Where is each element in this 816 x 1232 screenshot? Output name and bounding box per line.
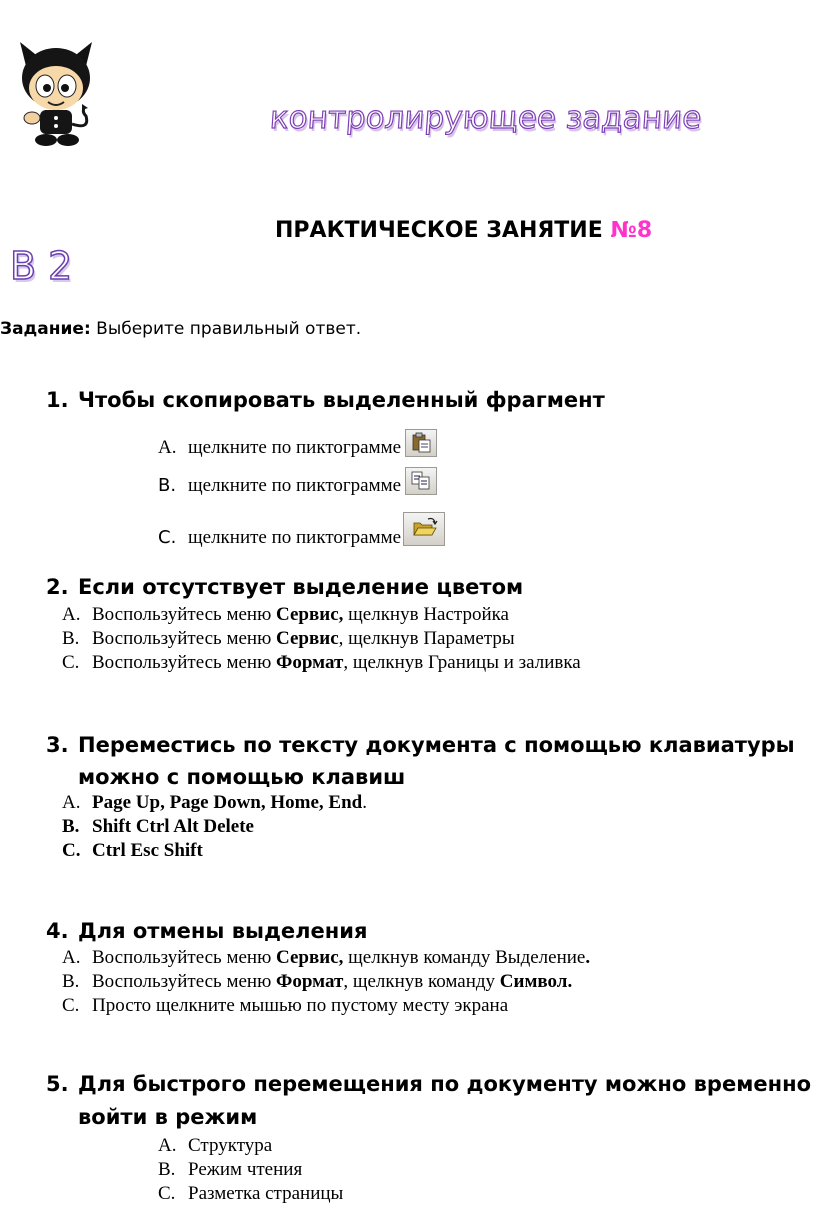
option-text: Разметка страницы bbox=[188, 1183, 344, 1204]
wordart-heading: контролирующее задание bbox=[268, 100, 703, 136]
question-3-option-b bbox=[62, 815, 254, 839]
option-text: щелкнув команду Выделение bbox=[343, 947, 586, 968]
question-text: Для отмены выделения bbox=[78, 919, 368, 943]
option-letter: B. bbox=[158, 1159, 176, 1180]
question-5-option-a bbox=[158, 1134, 272, 1158]
option-text: щелкнув Настройка bbox=[343, 604, 509, 625]
option-bold: Формат bbox=[276, 971, 344, 992]
page-title-number: №8 bbox=[610, 218, 653, 243]
option-letter: C. bbox=[62, 840, 81, 861]
question-2-heading bbox=[46, 572, 523, 602]
option-bold: Символ. bbox=[499, 971, 573, 992]
question-4-option-b bbox=[62, 970, 572, 994]
option-text: Воспользуйтесь меню bbox=[92, 947, 277, 968]
question-1-option-c bbox=[158, 512, 445, 550]
option-letter: B. bbox=[62, 971, 80, 992]
option-text: Структура bbox=[188, 1135, 273, 1156]
question-3-option-c bbox=[62, 839, 203, 863]
option-letter: A. bbox=[62, 792, 81, 813]
question-number: 3. bbox=[46, 733, 69, 757]
question-number: 4. bbox=[46, 919, 69, 943]
question-5-option-c bbox=[158, 1182, 343, 1206]
option-letter: B. bbox=[62, 628, 80, 649]
question-3-heading bbox=[46, 730, 795, 760]
option-text: Воспользуйтесь меню bbox=[92, 628, 277, 649]
option-letter: C. bbox=[62, 995, 80, 1016]
option-letter: A. bbox=[158, 1135, 177, 1156]
option-letter: C. bbox=[158, 1183, 176, 1204]
question-text: Если отсутствует выделение цветом bbox=[78, 575, 524, 599]
question-5-option-b bbox=[158, 1158, 302, 1182]
option-bold: Shift Ctrl Alt Delete bbox=[92, 816, 254, 837]
question-text: Переместись по тексту документа с помощью клавиатуры bbox=[78, 733, 795, 757]
task-label: Задание: bbox=[0, 319, 91, 339]
option-bold: Page Up, Page Down, Home, End bbox=[92, 792, 363, 813]
option-bold: Формат bbox=[276, 652, 344, 673]
option-text: Просто щелкните мышью по пустому месту экрана bbox=[92, 995, 509, 1016]
option-text: щелкните по пиктограмме bbox=[188, 437, 402, 458]
option-letter: B. bbox=[62, 816, 80, 837]
question-text: войти в режим bbox=[78, 1105, 258, 1129]
question-text: Чтобы скопировать выделенный фрагмент bbox=[78, 388, 605, 412]
question-1-option-a bbox=[158, 429, 437, 460]
option-text: , щелкнув Параметры bbox=[338, 628, 515, 649]
option-bold: Сервис bbox=[276, 628, 339, 649]
question-4-option-a bbox=[62, 946, 590, 970]
question-4-option-c bbox=[62, 994, 508, 1018]
devil-cartoon-icon bbox=[12, 38, 100, 148]
option-text: Воспользуйтесь меню bbox=[92, 652, 277, 673]
question-number: 5. bbox=[46, 1072, 69, 1096]
question-3-heading-line2 bbox=[78, 762, 405, 792]
task-text: Выберите правильный ответ. bbox=[90, 319, 362, 339]
option-letter: C. bbox=[158, 527, 177, 548]
question-2-option-c bbox=[62, 651, 581, 675]
task-line bbox=[0, 319, 361, 339]
option-letter: B. bbox=[158, 475, 177, 496]
question-4-heading bbox=[46, 916, 368, 946]
question-5-heading bbox=[46, 1069, 811, 1099]
option-text: щелкните по пиктограмме bbox=[188, 475, 402, 496]
question-2-option-a bbox=[62, 603, 509, 627]
question-3-option-a bbox=[62, 791, 367, 815]
question-number: 1. bbox=[46, 388, 69, 412]
option-letter: C. bbox=[62, 652, 80, 673]
page-title-text: ПРАКТИЧЕСКОЕ ЗАНЯТИЕ bbox=[275, 218, 611, 243]
option-text: Воспользуйтесь меню bbox=[92, 604, 277, 625]
option-text: . bbox=[362, 792, 367, 813]
question-1-heading bbox=[46, 385, 605, 415]
question-5-heading-line2 bbox=[78, 1102, 257, 1132]
option-bold: Сервис, bbox=[276, 604, 344, 625]
variant-label: В 2 bbox=[10, 244, 73, 288]
option-text: , щелкнув Границы и заливка bbox=[343, 652, 581, 673]
option-letter: A. bbox=[158, 437, 177, 458]
option-letter: A. bbox=[62, 604, 81, 625]
question-2-option-b bbox=[62, 627, 515, 651]
option-bold: Ctrl Esc Shift bbox=[92, 840, 203, 861]
question-number: 2. bbox=[46, 575, 69, 599]
question-text: Для быстрого перемещения по документу можно временно bbox=[78, 1072, 812, 1096]
option-letter: A. bbox=[62, 947, 81, 968]
option-text: Воспользуйтесь меню bbox=[92, 971, 277, 992]
question-text: можно с помощью клавиш bbox=[78, 765, 406, 789]
option-bold: . bbox=[585, 947, 591, 968]
question-1-option-b bbox=[158, 467, 437, 498]
open-folder-icon[interactable] bbox=[403, 512, 445, 546]
option-text: Режим чтения bbox=[188, 1159, 303, 1180]
copy-icon[interactable] bbox=[405, 467, 437, 495]
paste-icon[interactable] bbox=[405, 429, 437, 457]
page-title bbox=[275, 218, 652, 243]
option-text: щелкните по пиктограмме bbox=[188, 527, 402, 548]
option-bold: Сервис, bbox=[276, 947, 344, 968]
option-text: , щелкнув команду bbox=[343, 971, 500, 992]
